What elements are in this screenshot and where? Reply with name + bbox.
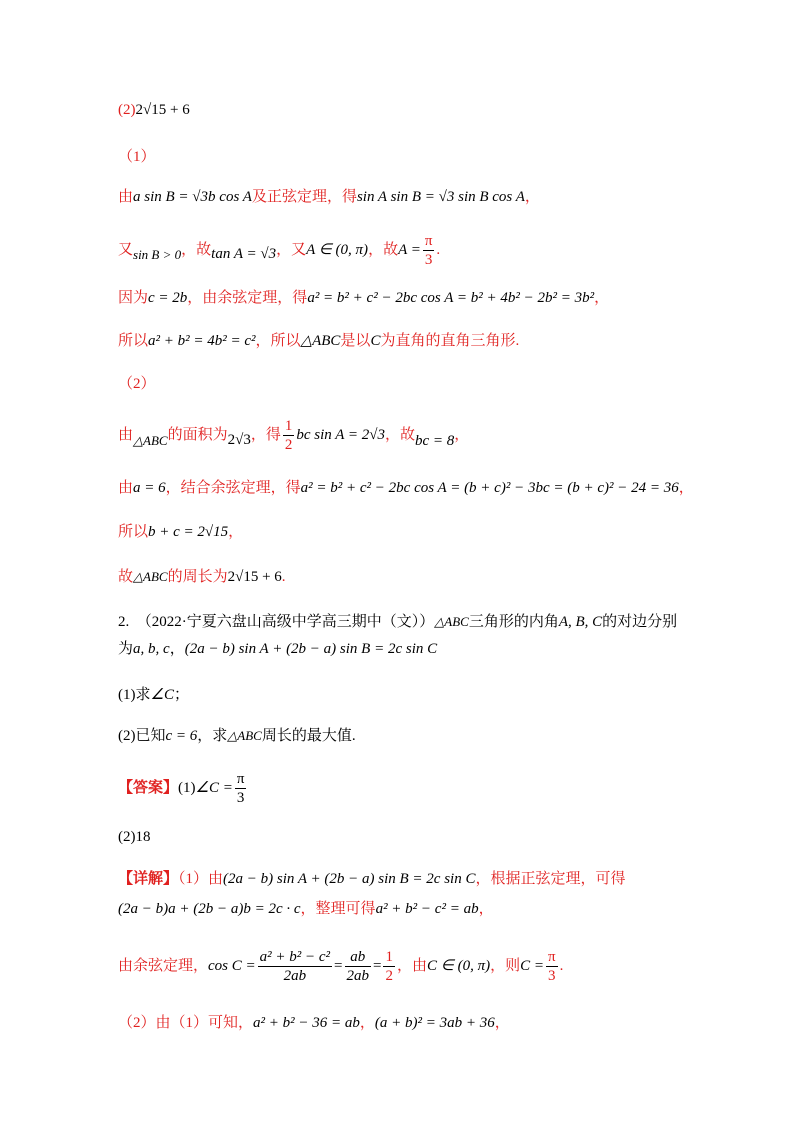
text: ，求 [197, 728, 228, 744]
part-label: (2) [118, 102, 136, 118]
text: ， [524, 189, 540, 205]
denominator: 2ab [346, 968, 370, 984]
fraction [383, 948, 395, 985]
text: ，则 [490, 957, 521, 974]
solution-line-5 [118, 287, 609, 309]
text: . [559, 957, 564, 974]
step-label-2: （2） [118, 376, 156, 392]
text: ， [478, 901, 494, 917]
text: 由 [118, 426, 134, 443]
text: . [436, 241, 441, 258]
math-expr: a = 6 [133, 480, 166, 496]
fraction [546, 948, 558, 985]
text: ，根据正弦定理，可得 [475, 871, 626, 887]
denominator: 3 [236, 790, 245, 806]
numerator: a² + b² − c² [259, 949, 331, 965]
text: ，结合余弦定理，得 [165, 480, 301, 496]
text: 故 [118, 569, 134, 585]
math-expr: a² + b² − c² = ab [375, 901, 479, 917]
detail-line-1 [118, 868, 625, 890]
detail-line-4 [118, 1012, 510, 1034]
text: ，由 [396, 957, 427, 974]
denominator: 2 [385, 968, 393, 984]
text: ， [228, 524, 244, 540]
text: 因为 [118, 290, 149, 306]
numerator: 1 [284, 418, 293, 434]
text: 所以 [118, 524, 149, 540]
text: 周长的最大值. [261, 728, 356, 744]
text: 的周长为 [167, 569, 228, 585]
math-expr: a, b, c [133, 641, 170, 657]
math-expr: △ABC [227, 728, 262, 743]
text: ， [678, 480, 694, 496]
answer-label: 【答案】 [118, 779, 179, 796]
text: ，故 [368, 241, 399, 258]
math-expr: bc = 8 [415, 432, 455, 449]
math-expr: sin B > 0 [133, 246, 182, 262]
text: ，又 [276, 241, 307, 258]
math-expr: tan A = √3 [211, 245, 277, 262]
math-expr: c = 6 [165, 728, 198, 744]
math-expr: ∠C [150, 687, 174, 703]
question-2-part-2 [118, 725, 356, 747]
question-source: 2. （2022·宁夏六盘山高级中学高三期中（文）） [118, 614, 435, 630]
text: ， [494, 1015, 510, 1031]
math-expr: (2a − b) sin A + (2b − a) sin B = 2c sin C [223, 871, 476, 887]
text: 由 [118, 189, 134, 205]
denominator: 3 [548, 968, 556, 984]
math-expr: △ABC [300, 333, 341, 349]
math-expr: △ABC [133, 569, 168, 584]
solution-line-11 [118, 566, 286, 588]
detail-line-3 [118, 948, 563, 985]
numerator: ab [345, 948, 372, 967]
numerator: 1 [385, 949, 393, 965]
text: 为 [118, 641, 134, 657]
math-expr: A, B, C [558, 614, 603, 630]
solution-line-10 [118, 521, 243, 543]
denominator: 2ab [283, 968, 307, 984]
text: 为直角的直角三角形. [380, 333, 520, 349]
question-2-part-1 [118, 684, 189, 706]
numerator: π [236, 771, 245, 787]
detail-line-2 [118, 898, 494, 920]
math-expr: cos C = [208, 957, 256, 974]
solution-line-4 [118, 232, 440, 269]
text: 由余弦定理， [118, 957, 209, 974]
fraction [345, 948, 372, 985]
math-expr: (2a − b) sin A + (2b − a) sin B = 2c sin C [184, 641, 438, 657]
fraction [283, 417, 295, 454]
text: （1）由 [178, 871, 224, 887]
text: 所以 [118, 333, 149, 349]
math-expr: bc sin A = 2√3 [296, 426, 385, 443]
fraction [235, 770, 247, 807]
fraction [423, 232, 435, 269]
text: (1) [178, 779, 196, 796]
answer-line [118, 770, 248, 807]
text: ， [454, 426, 470, 443]
text: ， [594, 290, 610, 306]
fraction [258, 948, 332, 985]
math-expr: a² = b² + c² − 2bc cos A = (b + c)² − 3bc = (b + c)² − 24 = 36 [300, 480, 679, 496]
text: ，由余弦定理，得 [187, 290, 308, 306]
text: (1)求 [118, 687, 151, 703]
math-expr: C [370, 333, 381, 349]
text: 又 [118, 241, 134, 258]
solution-line-9 [118, 477, 694, 499]
text: (2)已知 [118, 728, 166, 744]
math-expr: ∠C = [195, 779, 233, 796]
text: ， [359, 1015, 375, 1031]
denominator: 2 [284, 437, 293, 453]
answer-part-2: (2)18 [118, 829, 151, 845]
math-expr: b + c = 2√15 [148, 524, 229, 540]
math-expr: (a + b)² = 3ab + 36 [374, 1015, 495, 1031]
denominator: 3 [424, 252, 433, 268]
text: 的面积为 [167, 426, 228, 443]
math-expr: A ∈ (0, π) [306, 241, 369, 258]
solution-line-3 [118, 186, 540, 208]
text: 及正弦定理，得 [251, 189, 357, 205]
math-expr: c = 2b [148, 290, 188, 306]
text: 是以 [340, 333, 371, 349]
math-expr: a² + b² = 4b² = c² [148, 333, 256, 349]
math-expr: C = [520, 957, 544, 974]
math-expr: (2a − b)a + (2b − a)b = 2c · c [118, 901, 301, 917]
math-expr: △ABC [434, 614, 469, 629]
math-expr: sin A sin B = √3 sin B cos A [356, 189, 525, 205]
equals: = [373, 957, 382, 974]
math-expr: a sin B = √3b cos A [133, 189, 252, 205]
text: 三角形的内角 [468, 614, 559, 630]
math-expr: A = [398, 241, 421, 258]
detail-label: 【详解】 [118, 871, 179, 887]
text: 的对边分别 [602, 614, 678, 630]
text: ，故 [384, 426, 415, 443]
solution-line-8 [118, 417, 469, 454]
math-expr: 2√3 [227, 431, 251, 448]
text: （2）由（1）可知， [118, 1015, 254, 1031]
text: ； [173, 687, 189, 703]
text: ，故 [181, 241, 212, 258]
step-label-1: （1） [118, 149, 156, 165]
text: 由 [118, 480, 134, 496]
equals: = [334, 957, 343, 974]
math-expr: △ABC [133, 432, 168, 448]
numerator: π [424, 233, 433, 249]
text: ，得 [250, 426, 281, 443]
text: ，整理可得 [300, 901, 376, 917]
question-2-line-2 [118, 638, 437, 660]
answer-part2-line [118, 99, 190, 121]
question-2-line-1 [118, 611, 677, 633]
solution-line-6 [118, 330, 519, 352]
math-expr: 2√15 + 6 [227, 569, 282, 585]
text: . [281, 569, 286, 585]
text: ，所以 [255, 333, 301, 349]
math-expr: 2√15 + 6 [135, 102, 190, 118]
text: ， [169, 641, 185, 657]
math-expr: C ∈ (0, π) [427, 957, 491, 974]
math-expr: a² + b² − 36 = ab [253, 1015, 360, 1031]
numerator: π [547, 949, 556, 965]
math-expr: a² = b² + c² − 2bc cos A = b² + 4b² − 2b² = 3b² [307, 290, 595, 306]
